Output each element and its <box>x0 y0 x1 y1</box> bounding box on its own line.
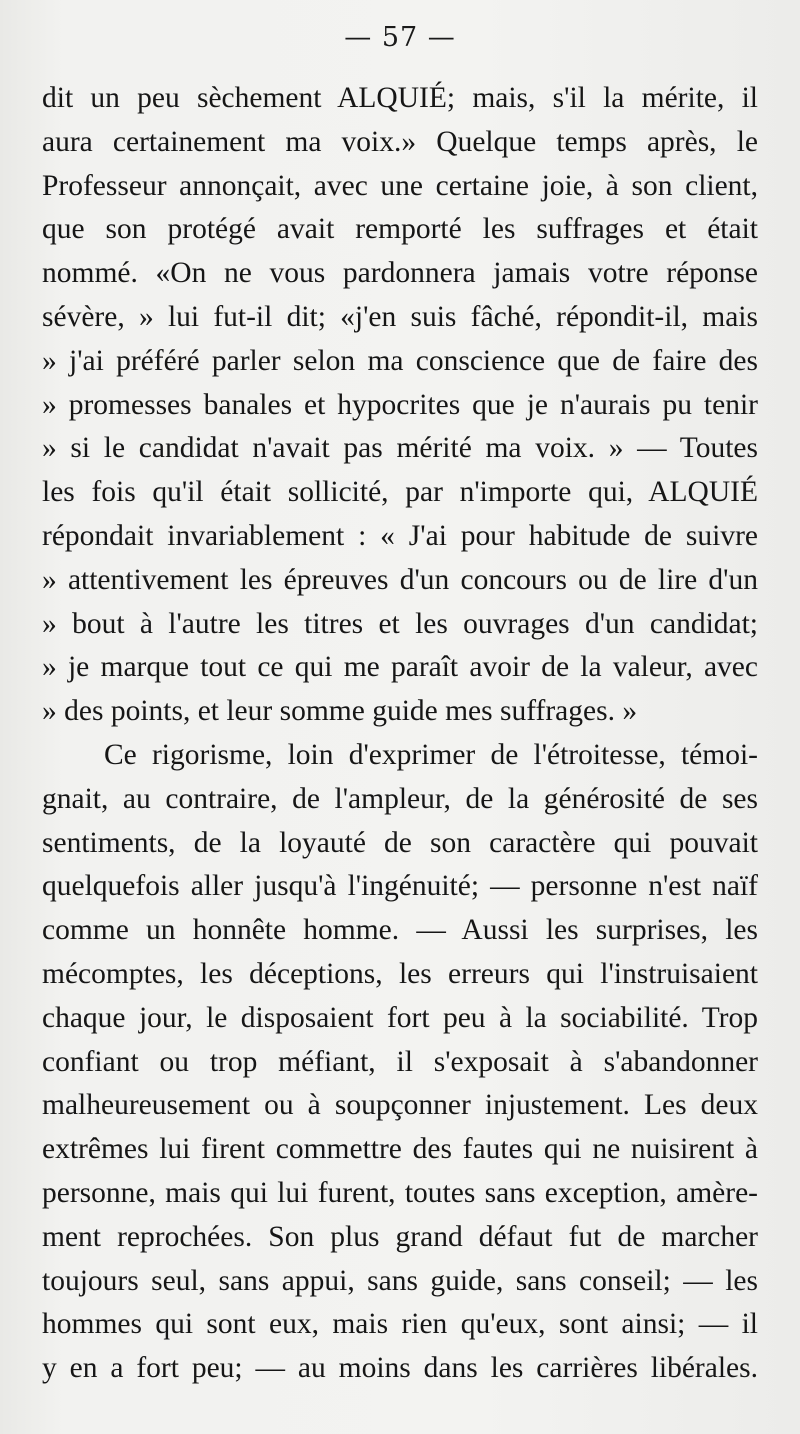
text-line: les fois qu'il était sollicité, par n'importe qui, ALQUIÉ <box>42 476 758 509</box>
text-line: » j'ai préféré parler selon ma conscience que de faire des <box>42 344 758 377</box>
text-line: ment reprochées. Son plus grand défaut fut de marcher <box>42 1220 758 1253</box>
text-line: » si le candidat n'avait pas mérité ma voix. » — Toutes <box>42 432 758 465</box>
text-line: quelquefois aller jusqu'à l'ingénuité; — personne n'est naïf <box>42 870 758 903</box>
text-line: comme un honnête homme. — Aussi les surprises, les <box>42 914 758 947</box>
text-line: dit un peu sèchement ALQUIÉ; mais, s'il la mérite, il <box>42 82 758 114</box>
page-number: — 57 — <box>344 22 456 53</box>
text-line: extrêmes lui firent commettre des fautes qui ne nuisirent à <box>42 1133 758 1166</box>
text-line: » promesses banales et hypocrites que je n'aurais pu tenir <box>42 388 758 421</box>
text-line: gnait, au contraire, de l'ampleur, de la générosité de ses <box>42 782 758 815</box>
text-line: hommes qui sont eux, mais rien qu'eux, sont ainsi; — il <box>42 1308 758 1341</box>
text-line: toujours seul, sans appui, sans guide, sans conseil; — les <box>42 1264 758 1297</box>
paragraph-first-line: Ce rigorisme, loin d'exprimer de l'étroitesse, témoi- <box>104 738 758 771</box>
text-line: sévère, » lui fut-il dit; «j'en suis fâché, répondit-il, mais <box>42 300 758 333</box>
text-line: » bout à l'autre les titres et les ouvrages d'un candidat; <box>42 607 758 640</box>
text-line: répondait invariablement : « J'ai pour habitude de suivre <box>42 519 758 552</box>
text-line: y en a fort peu; — au moins dans les carrières libérales. <box>42 1352 758 1385</box>
text-line: aura certainement ma voix.» Quelque temps après, le <box>42 125 758 158</box>
text-line: chaque jour, le disposaient fort peu à la sociabilité. Trop <box>42 1001 758 1034</box>
text-line: que son protégé avait remporté les suffrages et était <box>42 213 758 246</box>
text-line: » je marque tout ce qui me paraît avoir de la valeur, avec <box>42 651 758 684</box>
text-line: sentiments, de la loyauté de son caractère qui pouvait <box>42 826 758 859</box>
text-line: » attentivement les épreuves d'un concours ou de lire d'un <box>42 563 758 596</box>
paragraph-end-line: » des points, et leur somme guide mes suffrages. » <box>42 695 638 728</box>
body-text <box>42 77 758 1391</box>
text-line: malheureusement ou à soupçonner injustement. Les deux <box>42 1089 758 1122</box>
text-line: confiant ou trop méfiant, il s'exposait à s'abandonner <box>42 1045 758 1078</box>
text-line: personne, mais qui lui furent, toutes sans exception, amère- <box>42 1176 758 1209</box>
text-line: Professeur annonçait, avec une certaine joie, à son client, <box>42 169 758 202</box>
text-line: mécomptes, les déceptions, les erreurs qui l'instruisaient <box>42 957 758 990</box>
text-line: nommé. «On ne vous pardonnera jamais votre réponse <box>42 257 758 290</box>
